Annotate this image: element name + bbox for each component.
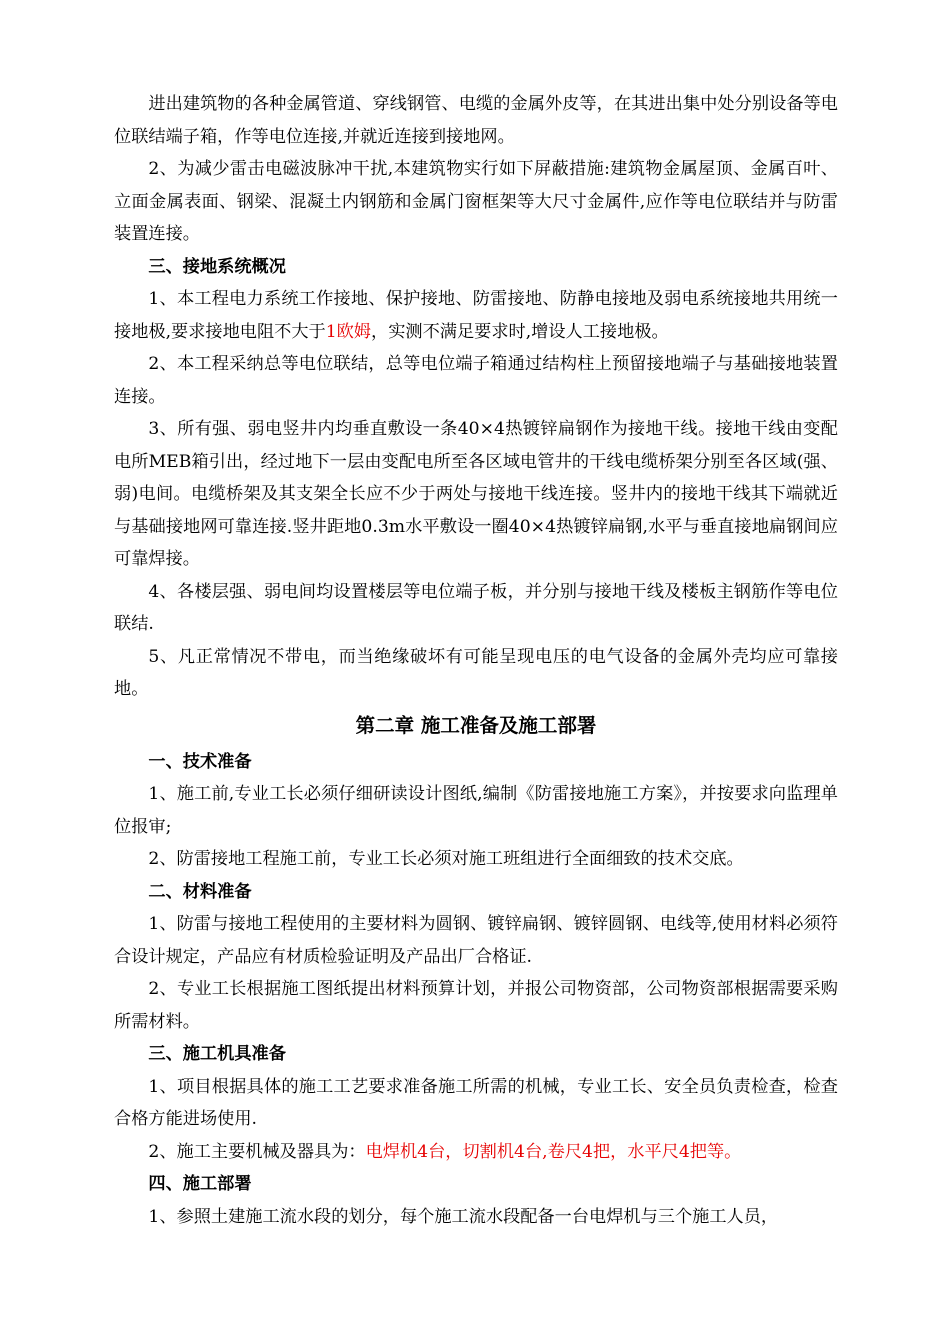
paragraph: 2、为减少雷击电磁波脉冲干扰,本建筑物实行如下屏蔽措施:建筑物金属屋顶、金属百叶、立面金属表面、钢梁、混凝土内钢筋和金属门窗框架等大尺寸金属件,应作等电位联结并与防雷装置连接。 xyxy=(114,159,838,244)
section-heading: 三、施工机具准备 xyxy=(148,1044,286,1064)
paragraph: 进出建筑物的各种金属管道、穿线钢管、电缆的金属外皮等，在其进出集中处分别设备等电位联结端子箱，作等电位连接,并就近连接到接地网。 xyxy=(114,94,838,147)
document-page xyxy=(114,88,838,1233)
section-heading: 二、材料准备 xyxy=(148,881,252,902)
paragraph: 1、项目根据具体的施工工艺要求准备施工所需的机械，专业工长、安全员负责检查，检查合格方能进场使用. xyxy=(114,1076,838,1129)
paragraph: 3、所有强、弱电竖井内均垂直敷设一条40×4热镀锌扁钢作为接地干线。接地干线由变配电所MEB箱引出，经过地下一层由变配电所至各区域电管井的干线电缆桥架分别至各区域(强、弱)电间。电缆桥架及其支架全长应不少于两处与接地干线连接。竖井内的接地干线其下端就近与基础接地网可靠连接.竖井距地0.3m水平敷设一圈40×4热镀锌扁钢,水平与垂直接地扁钢间应可靠焊接。 xyxy=(114,419,838,569)
text-run: 1、本工程电力系统工作接地、保护接地、防雷接地、防静电接地及弱电系统接地共用统一接地极,要求接地电阻不大于 xyxy=(114,289,838,342)
paragraph xyxy=(114,1136,838,1169)
paragraph: 1、防雷与接地工程使用的主要材料为圆钢、镀锌扁钢、镀锌圆钢、电线等,使用材料必须符合设计规定，产品应有材质检验证明及产品出厂合格证. xyxy=(114,914,838,967)
section-heading: 三、接地系统概况 xyxy=(148,256,286,277)
paragraph: 2、防雷接地工程施工前，专业工长必须对施工班组进行全面细致的技术交底。 xyxy=(148,849,744,869)
paragraph: 1、施工前,专业工长必须仔细研读设计图纸,编制《防雷接地施工方案》，并按要求向监理单位报审; xyxy=(114,784,838,837)
paragraph: 2、专业工长根据施工图纸提出材料预算计划，并报公司物资部，公司物资部根据需要采购所需材料。 xyxy=(114,979,838,1032)
paragraph xyxy=(114,283,838,348)
text-run: ，实测不满足要求时,增设人工接地极。 xyxy=(371,321,669,342)
paragraph: 1、参照土建施工流水段的划分，每个施工流水段配备一台电焊机与三个施工人员， xyxy=(148,1206,779,1227)
highlighted-text: 电焊机4台，切割机4台,卷尺4把，水平尺4把等。 xyxy=(365,1141,742,1162)
chapter-title: 第二章 施工准备及施工部署 xyxy=(355,713,597,737)
section-heading: 四、施工部署 xyxy=(148,1174,252,1194)
paragraph: 2、本工程采纳总等电位联结，总等电位端子箱通过结构柱上预留接地端子与基础接地装置连接。 xyxy=(114,354,838,407)
paragraph: 5、凡正常情况不带电，而当绝缘破坏有可能呈现电压的电气设备的金属外壳均应可靠接地。 xyxy=(114,646,838,699)
text-run: 2、施工主要机械及器具为： xyxy=(148,1141,366,1162)
highlighted-text: 1欧姆 xyxy=(325,321,372,342)
section-heading: 一、技术准备 xyxy=(148,751,252,772)
paragraph: 4、各楼层强、弱电间均设置楼层等电位端子板，并分别与接地干线及楼板主钢筋作等电位联结. xyxy=(114,581,838,634)
